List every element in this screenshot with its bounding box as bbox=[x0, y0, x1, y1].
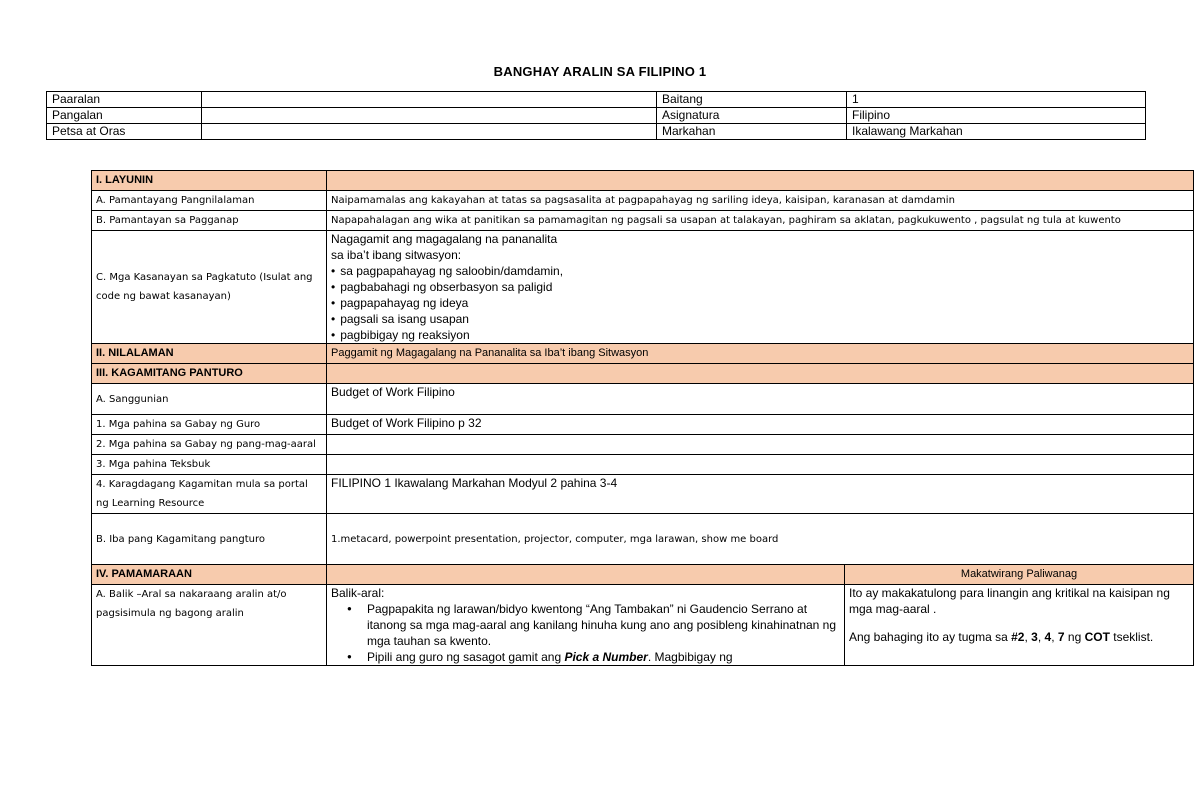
row-gabay-magaaral bbox=[92, 435, 1194, 455]
paliwanag-cell bbox=[845, 585, 1194, 666]
info-label: Paaralan bbox=[47, 92, 202, 108]
section-heading: II. NILALAMAN bbox=[92, 344, 327, 364]
row-iba-pang-kagamitan bbox=[92, 514, 1194, 565]
info-row-paaralan bbox=[47, 92, 1146, 108]
info-label: Markahan bbox=[657, 124, 847, 140]
info-row-pangalan bbox=[47, 108, 1146, 124]
row-label: A. Pamantayang Pangnilalaman bbox=[92, 191, 327, 211]
skills-item: • pagbabahagi ng obserbasyon sa paligid bbox=[331, 279, 1189, 295]
row-pagganap bbox=[92, 211, 1194, 231]
info-label: Petsa at Oras bbox=[47, 124, 202, 140]
row-value: Budget of Work Filipino p 32 bbox=[327, 415, 1194, 435]
emphasis: 4 bbox=[1044, 630, 1052, 644]
balik-aral-intro: Balik-aral: bbox=[331, 586, 385, 600]
row-value bbox=[327, 455, 1194, 475]
row-pangnilalaman bbox=[92, 191, 1194, 211]
row-label: A. Sanggunian bbox=[92, 384, 327, 415]
section-fill bbox=[327, 364, 1194, 384]
text: ng bbox=[1064, 630, 1085, 644]
row-karagdagan bbox=[92, 475, 1194, 514]
balik-aral-item: ● Pagpapakita ng larawan/bidyo kwentong “Ang Tambakan” ni Gaudencio Serrano at itanong sa mga mag-aaral ang kanilang hinuha kung ano ang posibleng kinahinatnan ng mga tauhan sa kwento. bbox=[367, 601, 840, 649]
row-label: B. Pamantayan sa Pagganap bbox=[92, 211, 327, 231]
row-label: 3. Mga pahina Teksbuk bbox=[92, 455, 327, 475]
info-label: Asignatura bbox=[657, 108, 847, 124]
info-value[interactable] bbox=[202, 92, 657, 108]
skills-item: • pagpapahayag ng ideya bbox=[331, 295, 1189, 311]
section-heading: III. KAGAMITANG PANTURO bbox=[92, 364, 327, 384]
item-text: Pipili ang guro ng sasagot gamit ang bbox=[367, 650, 565, 664]
document-title: BANGHAY ARALIN SA FILIPINO 1 bbox=[493, 64, 707, 79]
text: tseklist. bbox=[1109, 630, 1154, 644]
section-value: Paggamit ng Magagalang na Pananalita sa Iba’t ibang Sitwasyon bbox=[327, 344, 1194, 364]
text: , bbox=[1037, 630, 1045, 644]
text: Ang bahaging ito ay tugma sa bbox=[849, 630, 1012, 644]
section-kagamitan bbox=[92, 364, 1194, 384]
row-label: A. Balik –Aral sa nakaraang aralin at/o pagsisimula ng bagong aralin bbox=[92, 585, 327, 666]
info-label: Pangalan bbox=[47, 108, 202, 124]
row-value: Naipamamalas ang kakayahan at tatas sa pagsasalita at pagpapahayag ng sariling ideya, kaisipan, karanasan at damdamin bbox=[327, 191, 1194, 211]
row-sanggunian bbox=[92, 384, 1194, 415]
info-value[interactable]: Filipino bbox=[847, 108, 1146, 124]
info-value[interactable]: Ikalawang Markahan bbox=[847, 124, 1146, 140]
section-nilalaman bbox=[92, 344, 1194, 364]
info-value[interactable]: 1 bbox=[847, 92, 1146, 108]
skills-line: sa iba’t ibang sitwasyon: bbox=[331, 248, 462, 262]
row-value: Napapahalagan ang wika at panitikan sa pamamagitan ng pagsali sa usapan at talakayan, paghiram sa aklatan, pagkukuwento , pagsulat ng tula at kuwento bbox=[327, 211, 1194, 231]
text: , bbox=[1024, 630, 1032, 644]
info-value[interactable] bbox=[202, 108, 657, 124]
row-label: C. Mga Kasanayan sa Pagkatuto (Isulat ang code ng bawat kasanayan) bbox=[92, 231, 327, 344]
row-balik-aral bbox=[92, 585, 1194, 666]
emphasis: COT bbox=[1084, 630, 1110, 644]
skills-list bbox=[331, 263, 1189, 343]
section-fill bbox=[327, 565, 845, 585]
row-label: B. Iba pang Kagamitang pangturo bbox=[92, 514, 327, 565]
balik-aral-item bbox=[367, 649, 840, 665]
row-kasanayan bbox=[92, 231, 1194, 344]
row-label: 2. Mga pahina sa Gabay ng pang-mag-aaral bbox=[92, 435, 327, 455]
emphasis: 7 bbox=[1057, 630, 1065, 644]
school-info-table bbox=[46, 91, 1146, 140]
skills-cell bbox=[327, 231, 1194, 344]
balik-aral-cell bbox=[327, 585, 845, 666]
spacer bbox=[849, 617, 1189, 629]
emphasis: #2 bbox=[1011, 630, 1025, 644]
section-heading: IV. PAMAMARAAN bbox=[92, 565, 327, 585]
row-value bbox=[327, 435, 1194, 455]
section-pamamaraan bbox=[92, 565, 1194, 585]
row-label: 1. Mga pahina sa Gabay ng Guro bbox=[92, 415, 327, 435]
section-heading: I. LAYUNIN bbox=[92, 171, 327, 191]
balik-aral-list bbox=[331, 601, 840, 665]
paliwanag-text bbox=[849, 629, 1189, 645]
skills-item: • pagsali sa isang usapan bbox=[331, 311, 1189, 327]
row-value: FILIPINO 1 Ikawalang Markahan Modyul 2 pahina 3-4 bbox=[327, 475, 1194, 514]
emphasis: 3 bbox=[1031, 630, 1038, 644]
skills-item: • sa pagpapahayag ng saloobin/damdamin, bbox=[331, 263, 1189, 279]
skills-line: Nagagamit ang magagalang na pananalita bbox=[331, 232, 558, 246]
lesson-plan-table bbox=[91, 170, 1194, 666]
section-fill bbox=[327, 171, 1194, 191]
row-label: 4. Karagdagang Kagamitan mula sa portal ng Learning Resource bbox=[92, 475, 327, 514]
row-gabay-guro bbox=[92, 415, 1194, 435]
item-text: . Magbibigay ng bbox=[647, 650, 733, 664]
info-row-petsa bbox=[47, 124, 1146, 140]
skills-item: • pagbibigay ng reaksiyon bbox=[331, 327, 1189, 343]
info-label: Baitang bbox=[657, 92, 847, 108]
paliwanag-heading: Makatwirang Paliwanag bbox=[845, 565, 1194, 585]
row-value: 1.metacard, powerpoint presentation, projector, computer, mga larawan, show me board bbox=[327, 514, 1194, 565]
section-layunin bbox=[92, 171, 1194, 191]
item-emphasis: Pick a Number bbox=[564, 650, 648, 664]
paliwanag-text: Ito ay makakatulong para linangin ang kritikal na kaisipan ng mga mag-aaral . bbox=[849, 586, 1170, 616]
text: , bbox=[1051, 630, 1058, 644]
row-teksbuk bbox=[92, 455, 1194, 475]
info-value[interactable] bbox=[202, 124, 657, 140]
row-value: Budget of Work Filipino bbox=[327, 384, 1194, 415]
